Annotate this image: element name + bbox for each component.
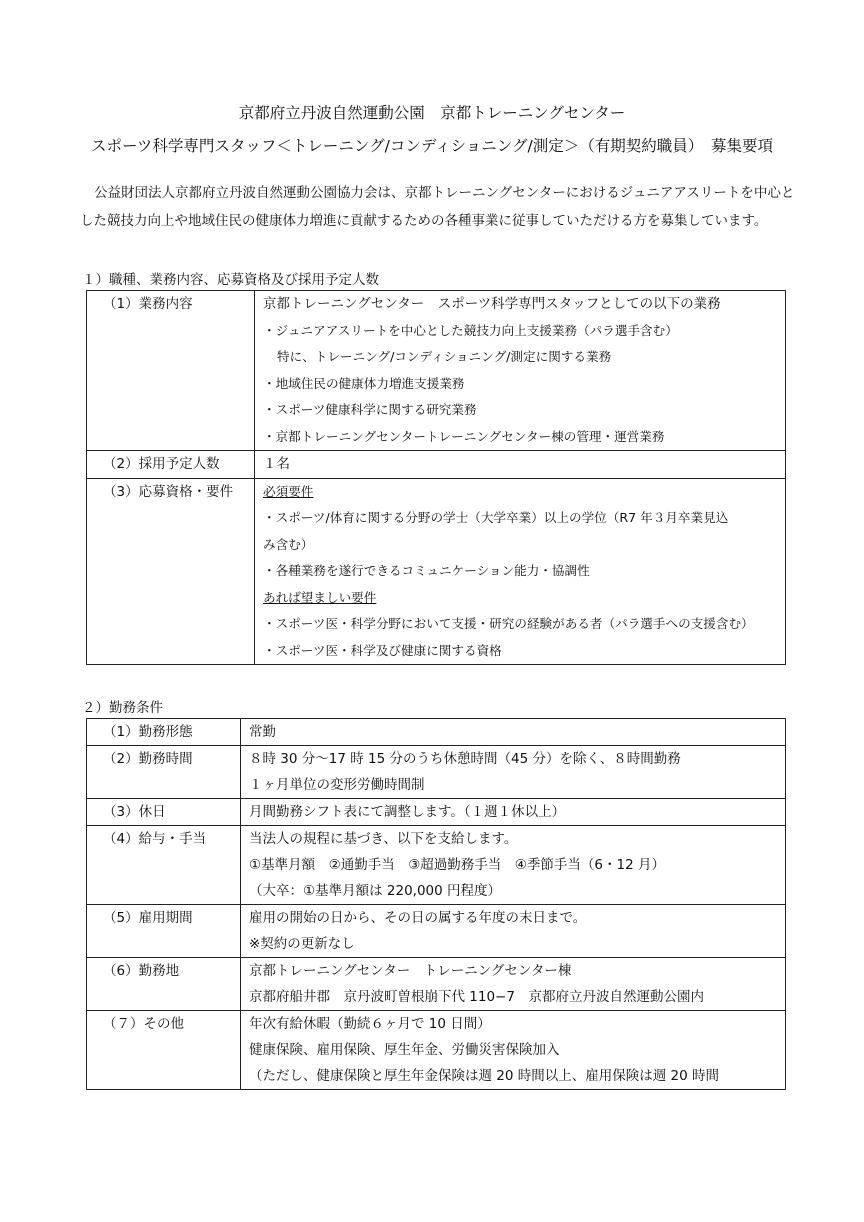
cell-line: 常勤 [249, 724, 276, 740]
cell-line: ・スポーツ/体育に関する分野の学士（大学卒業）以上の学位（R7 年３月卒業見込 [263, 510, 729, 525]
row-value-cell [255, 478, 786, 665]
row-label: （７）その他 [103, 1016, 184, 1032]
cell-line: 当法人の規程に基づき、以下を支給します。 [249, 831, 518, 847]
row-label-cell [87, 1011, 241, 1090]
cell-line: ・ジュニアアスリートを中心とした競技力向上支援業務（パラ選手含む） [263, 322, 678, 338]
cell-line: １ヶ月単位の変形労働時間制 [249, 777, 425, 793]
row-value-cell [241, 826, 786, 905]
table-row [87, 478, 786, 665]
section1-heading: １）職種、業務内容、応募資格及び採用予定人数 [82, 272, 379, 288]
row-label: （5）雇用期間 [103, 910, 193, 926]
row-label-cell [87, 719, 241, 746]
row-label: （1）業務内容 [103, 296, 193, 312]
cell-line: （ただし、健康保険と厚生年金保険は週 20 時間以上、雇用保険は週 20 時間 [249, 1068, 720, 1084]
cell-line: ※契約の更新なし [249, 936, 355, 952]
row-label: （4）給与・手当 [103, 831, 207, 847]
cell-line: 京都府船井郡 京丹波町曽根崩下代 110−7 京都府立丹波自然運動公園内 [249, 989, 704, 1005]
table-row [87, 958, 786, 1011]
row-label-cell [87, 826, 241, 905]
row-label-cell [87, 451, 255, 479]
row-label-cell [87, 958, 241, 1011]
row-value-cell [241, 905, 786, 958]
row-label: （2）採用予定人数 [103, 456, 220, 472]
cell-line: ・京都トレーニングセンタートレーニングセンター棟の管理・運営業務 [263, 428, 665, 444]
table-row [87, 291, 786, 451]
cell-line: ・地域住民の健康体力増進支援業務 [263, 375, 465, 391]
row-label: （3）応募資格・要件 [103, 483, 234, 500]
row-label-cell [87, 799, 241, 826]
cell-line: ・各種業務を遂行できるコミュニケーション能力・協調性 [263, 563, 590, 578]
table-row [87, 451, 786, 479]
cell-line: ①基準月額 ②通勤手当 ③超過勤務手当 ④季節手当（6・12 月） [249, 857, 665, 873]
cell-line: ８時 30 分～17 時 15 分のうち休憩時間（45 分）を除く、８時間勤務 [249, 751, 681, 767]
cell-line: 月間勤務シフト表にて調整します。（１週１休以上） [249, 804, 566, 820]
cell-line: 健康保険、雇用保険、厚生年金、労働災害保険加入 [249, 1042, 560, 1058]
row-value-cell [241, 799, 786, 826]
section2-heading: ２）勤務条件 [82, 700, 163, 716]
section2-table [86, 718, 786, 1090]
cell-line: 年次有給休暇（勤続６ヶ月で 10 日間） [249, 1016, 491, 1032]
intro-line: した競技力向上や地域住民の健康体力増進に貢献するための各種事業に従事していただける方を募集しています。 [80, 213, 768, 229]
row-label-cell [87, 905, 241, 958]
cell-line: 京都トレーニングセンター トレーニングセンター棟 [249, 963, 572, 979]
row-label-cell [87, 291, 255, 451]
cell-line: 雇用の開始の日から、その日の属する年度の末日まで。 [249, 910, 587, 926]
cell-line: 京都トレーニングセンター スポーツ科学専門スタッフとしての以下の業務 [263, 296, 721, 312]
table-row [87, 826, 786, 905]
table-row [87, 905, 786, 958]
row-label-cell [87, 746, 241, 799]
row-value-cell [241, 719, 786, 746]
row-label: （3）休日 [103, 804, 166, 820]
document-title-line2: スポーツ科学専門スタッフ＜トレーニング/コンディショニング/測定＞（有期契約職員） 募集要項 [91, 137, 773, 155]
cell-line: １名 [263, 456, 290, 472]
row-value-cell [241, 746, 786, 799]
row-value-cell [255, 451, 786, 479]
table-row [87, 1011, 786, 1090]
cell-line: ・スポーツ医・科学分野において支援・研究の経験がある者（パラ選手への支援含む） [263, 616, 754, 631]
preferred-heading: あれば望ましい要件 [263, 589, 377, 605]
row-value-cell [241, 958, 786, 1011]
table-row [87, 719, 786, 746]
document-title-line1: 京都府立丹波自然運動公園 京都トレーニングセンター [238, 104, 626, 122]
intro-paragraph [80, 179, 795, 235]
cell-line: （大卒：①基準月額は 220,000 円程度） [249, 883, 502, 899]
cell-line: み含む） [263, 536, 314, 552]
intro-line: 公益財団法人京都府立丹波自然運動公園協力会は、京都トレーニングセンターにおけるジュニアアスリートを中心と [94, 185, 795, 201]
cell-line: ・スポーツ医・科学及び健康に関する資格 [263, 642, 502, 658]
section1-table [86, 290, 786, 665]
row-label: （2）勤務時間 [103, 751, 193, 767]
row-value-cell [241, 1011, 786, 1090]
row-value-cell [255, 291, 786, 451]
cell-line: 特に、トレーニング/コンディショニング/測定に関する業務 [277, 349, 612, 364]
required-heading: 必須要件 [263, 483, 314, 499]
cell-line: ・スポーツ健康科学に関する研究業務 [263, 402, 477, 417]
row-label-cell [87, 478, 255, 665]
table-row [87, 799, 786, 826]
row-label: （1）勤務形態 [103, 724, 193, 740]
table-row [87, 746, 786, 799]
row-label: （6）勤務地 [103, 963, 180, 979]
